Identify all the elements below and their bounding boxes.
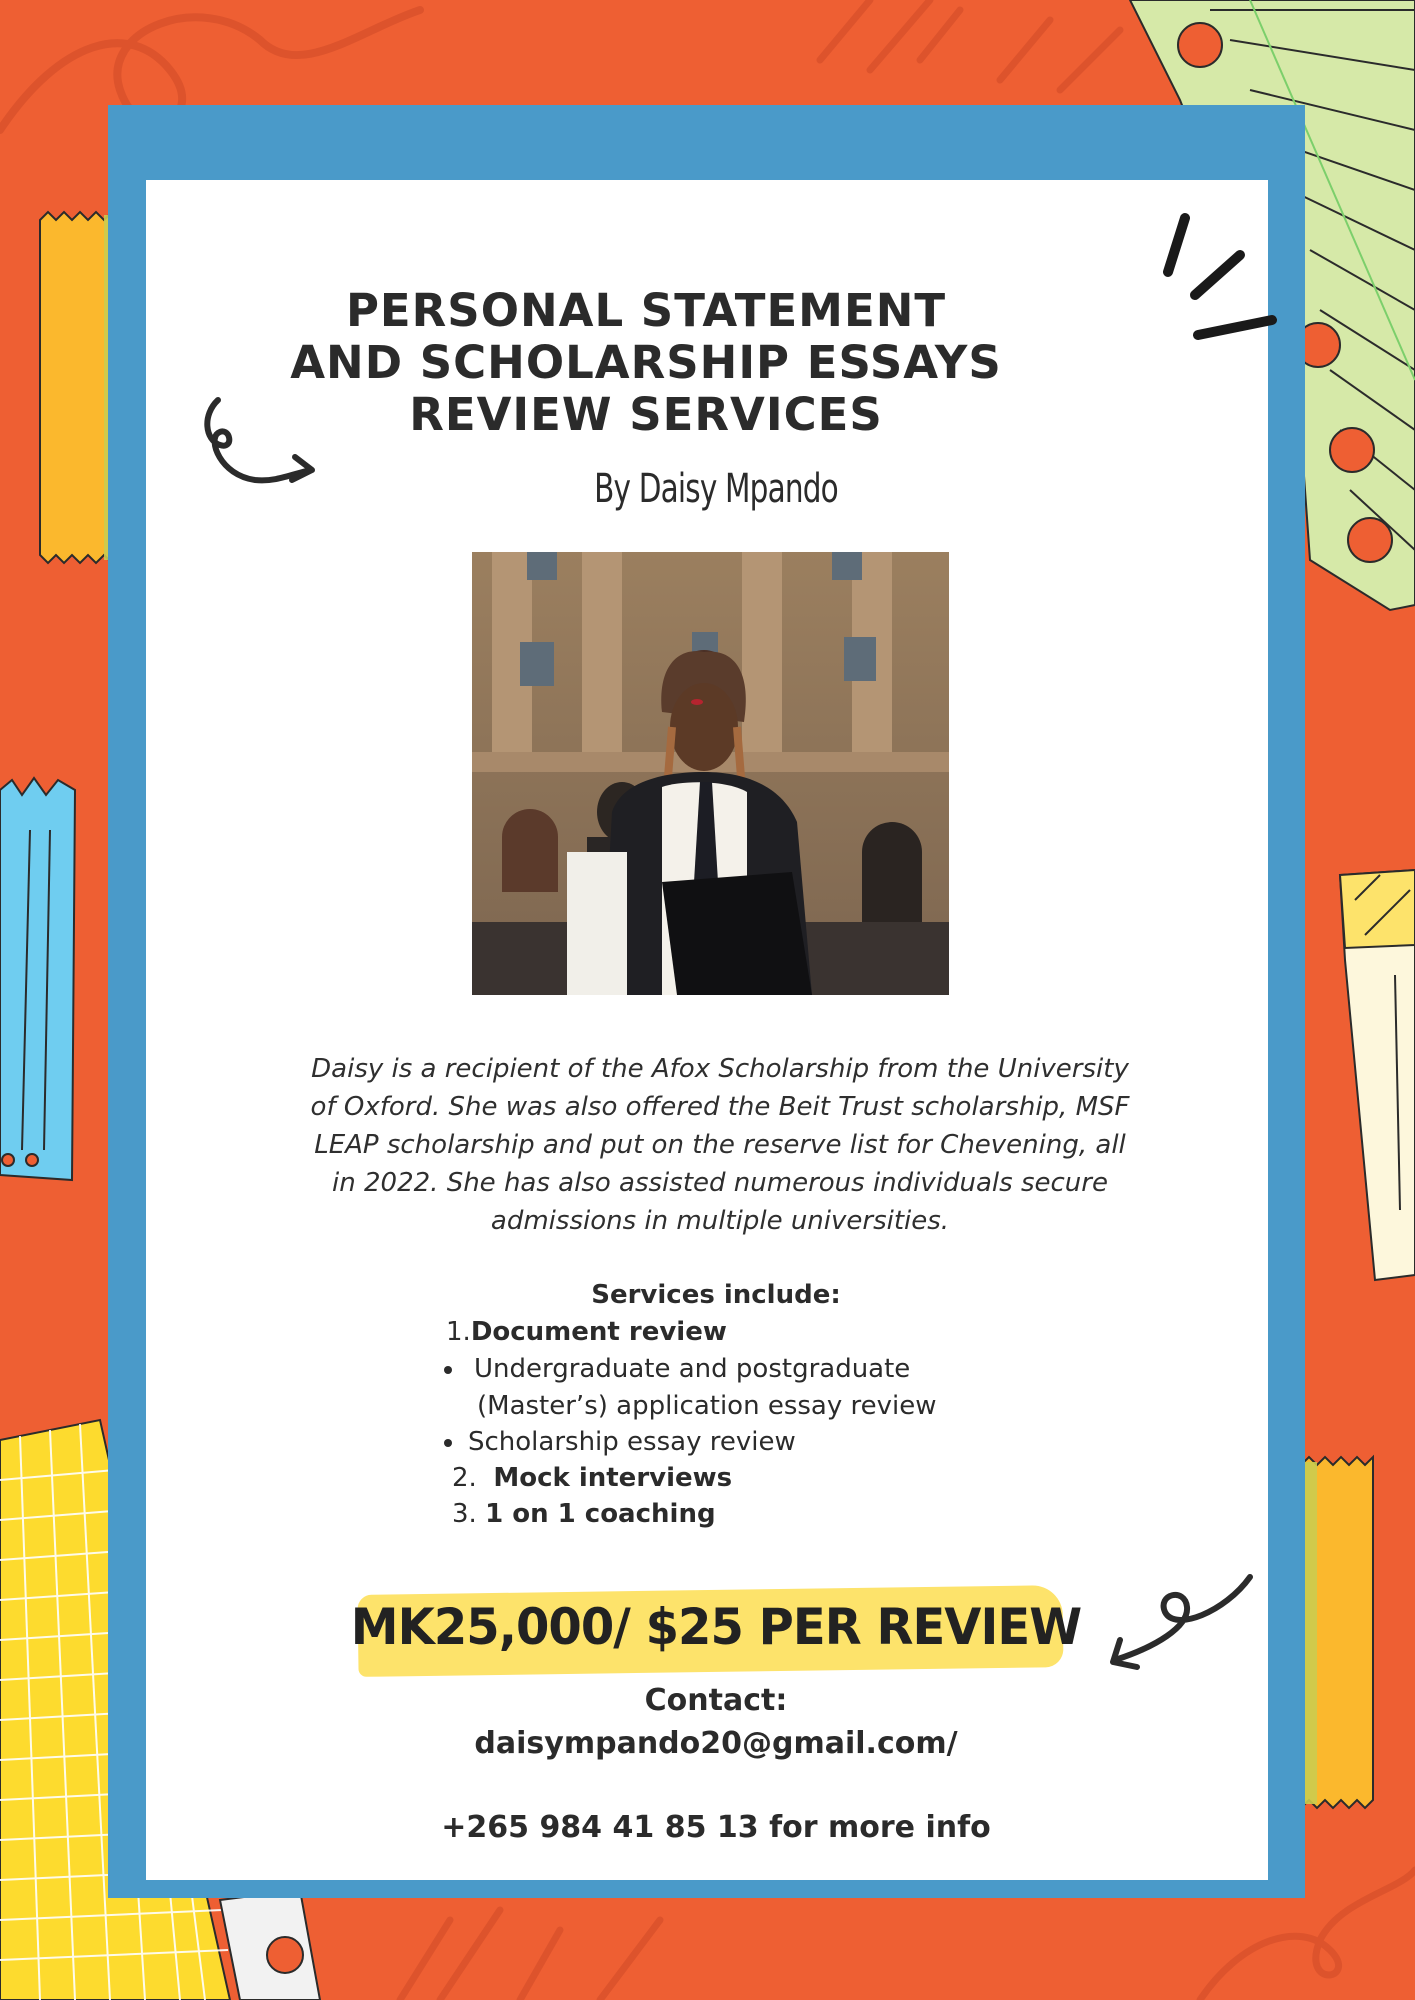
paper-right-cream — [1340, 870, 1415, 1280]
contact-phone[interactable]: +265 984 41 85 13 for more info — [441, 1810, 991, 1845]
page-title — [46, 285, 1246, 441]
service-item-3-number: 3. — [452, 1499, 477, 1529]
service-item-2-number: 2. — [452, 1463, 477, 1493]
service-item-1-label: Document review — [470, 1317, 727, 1347]
title-line-1: PERSONAL STATEMENT — [345, 284, 947, 337]
service-subitem-1-line-1: Undergraduate and postgraduate — [474, 1354, 911, 1384]
byline: By Daisy Mpando — [594, 466, 838, 512]
service-item-1-number: 1. — [446, 1317, 471, 1347]
services-heading: Services include: — [591, 1280, 841, 1310]
service-item-2 — [452, 1463, 732, 1493]
price-label: MK25,000/ $25 PER REVIEW — [350, 1598, 1082, 1656]
service-item-3-label: 1 on 1 coaching — [485, 1499, 716, 1529]
service-item-2-label: Mock interviews — [493, 1463, 733, 1493]
service-subitem-2-label: Scholarship essay review — [468, 1427, 796, 1457]
contact-email[interactable]: daisympando20@gmail.com/ — [474, 1726, 958, 1761]
paper-left-blue — [0, 778, 75, 1180]
bullet-icon — [444, 1366, 452, 1374]
portrait-photo — [472, 552, 949, 995]
service-subitem-1-continued: (Master’s) application essay review — [477, 1391, 937, 1421]
service-subitem-2 — [444, 1427, 796, 1457]
service-item-3 — [452, 1499, 716, 1529]
bullet-icon — [444, 1439, 452, 1447]
bio-paragraph: Daisy is a recipient of the Afox Scholarship from the University of Oxford. She was also offered the Beit Trust scholarship, MSF LEAP scholarship and put on the reserve list for Chevening, all in 2022. She has also assisted numerous individuals secure admissions in multiple universities. — [310, 1054, 1130, 1236]
title-line-3: REVIEW SERVICES — [409, 388, 883, 441]
contact-label: Contact: — [644, 1683, 788, 1718]
service-item-1 — [446, 1317, 727, 1347]
service-subitem-1 — [444, 1354, 910, 1384]
title-line-2: AND SCHOLARSHIP ESSAYS — [290, 336, 1002, 389]
